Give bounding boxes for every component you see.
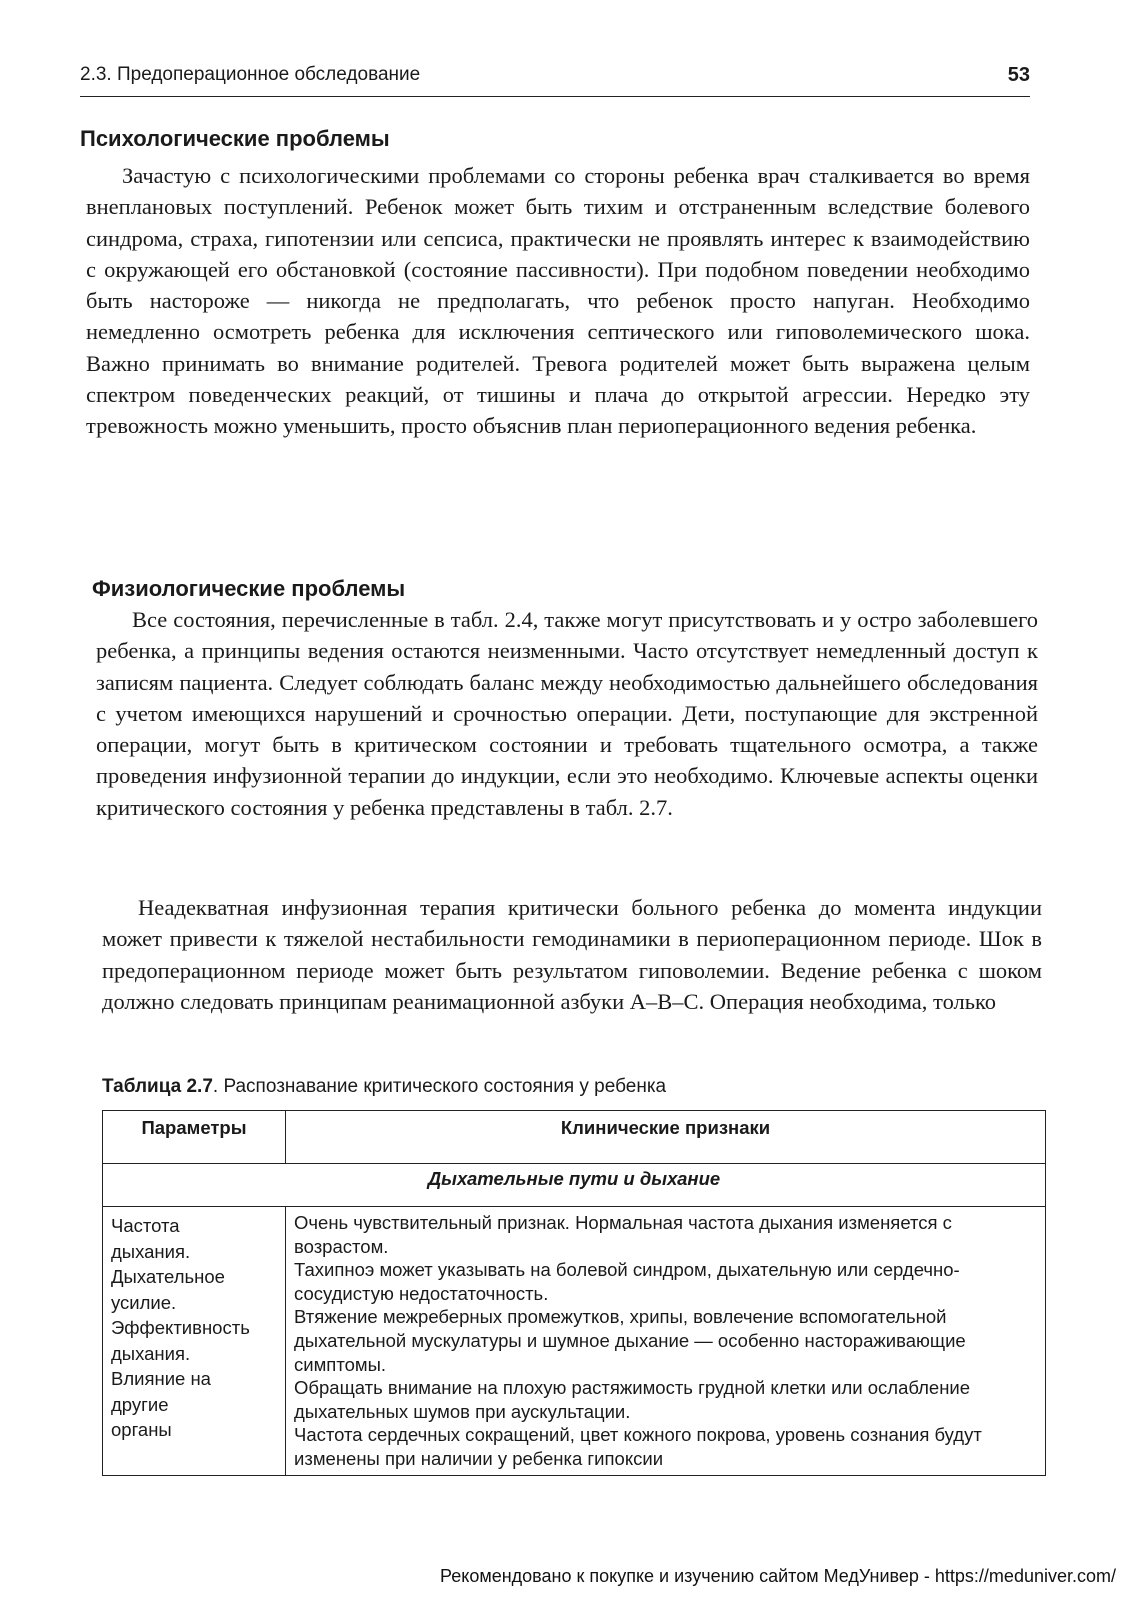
parameter-line: Эффективность	[111, 1317, 250, 1338]
table-group-row	[103, 1164, 1046, 1207]
clinical-sign: Втяжение межреберных промежутков, хрипы, вовлечение вспомогательной дыхательной мускулатуры и шумное дыхание — особенно настораживающие симптомы.	[294, 1306, 966, 1375]
table-header-row	[103, 1111, 1046, 1164]
table-caption-label: Таблица 2.7	[102, 1076, 213, 1097]
page-number: 53	[1007, 64, 1030, 86]
clinical-sign: Очень чувствительный признак. Нормальная частота дыхания изменяется с возрастом.	[294, 1212, 952, 1257]
section-heading-psychological: Психологические проблемы	[80, 126, 390, 151]
parameter-line: дыхания.	[111, 1240, 191, 1262]
section-heading-physiological: Физиологические проблемы	[92, 576, 406, 601]
paragraph: Все состояния, перечисленные в табл. 2.4, также могут присутствовать и у остро заболевшего ребенка, а принципы ведения остаются неизменными. Часто отсутствует немедленный доступ к записям пациента. Следует соблюдать баланс между необходимостью дальнейшего обследования с учетом имеющихся нарушений и срочностью операции. Дети, поступающие для экстренной операции, могут быть в критическом состоянии и требовать тщательного осмотра, а также проведения инфузионной терапии до индукции, если это необходимо. Ключевые аспекты оценки критического состояния у ребенка представлены в табл. 2.7.	[96, 607, 1038, 820]
clinical-sign: Тахипноэ может указывать на болевой синдром, дыхательную или сердечно-сосудистую недостаточность.	[294, 1259, 960, 1304]
column-header-clinical-signs: Клинические признаки	[286, 1111, 1046, 1164]
clinical-sign: Обращать внимание на плохую растяжимость грудной клетки или ослабление дыхательных шумов при аускультации.	[294, 1377, 971, 1422]
running-head-section: 2.3. Предоперационное обследование	[80, 64, 421, 85]
clinical-signs-cell	[286, 1207, 1046, 1476]
table-row	[103, 1207, 1046, 1476]
table-caption-text: . Распознавание критического состояния у ребенка	[212, 1076, 667, 1097]
footer-recommendation: Рекомендовано к покупке и изучению сайтом МедУнивер - https://meduniver.com/	[440, 1566, 1116, 1586]
parameter-line: усилие.	[111, 1291, 177, 1313]
parameter-line: другие	[111, 1393, 169, 1415]
paragraph: Неадекватная инфузионная терапия критически больного ребенка до момента индукции может привести к тяжелой нестабильности гемодинамики в периоперационном периоде. Шок в предоперационном периоде может быть результатом гиповолемии. Ведение ребенка с шоком должно следовать принципам реанимационной азбуки A–B–C. Операция необходима, только	[102, 895, 1042, 1014]
table-caption	[102, 1076, 666, 1098]
critical-state-table	[102, 1110, 1046, 1476]
group-label: Дыхательные пути и дыхание	[103, 1164, 1046, 1207]
paragraph: Зачастую с психологическими проблемами со стороны ребенка врач сталкивается во время внеплановых поступлений. Ребенок может быть тихим и отстраненным вследствие болевого синдрома, страха, гипотензии или сепсиса, практически не проявлять интерес к взаимодействию с окружающей его обстановкой (состояние пассивности). При подобном поведении необходимо быть настороже — никогда не предполагать, что ребенок просто напуган. Необходимо немедленно осмотреть ребенка для исключения септического или гиповолемического шока. Важно принимать во внимание родителей. Тревога родителей может быть выражена целым спектром поведенческих реакций, от тишины и плача до открытой агрессии. Нередко эту тревожность можно уменьшить, просто объяснив план периоперационного ведения ребенка.	[86, 163, 1030, 439]
parameter-line: дыхания.	[111, 1342, 191, 1364]
parameter-line: Влияние на	[111, 1368, 211, 1389]
column-header-parameters: Параметры	[103, 1111, 286, 1164]
parameter-line: Дыхательное	[111, 1266, 225, 1287]
running-head	[80, 62, 1030, 97]
clinical-sign: Частота сердечных сокращений, цвет кожного покрова, уровень сознания будут изменены при наличии у ребенка гипоксии	[294, 1424, 982, 1469]
parameter-line: органы	[111, 1419, 172, 1440]
parameter-line: Частота	[111, 1215, 180, 1236]
parameters-cell	[103, 1207, 286, 1476]
